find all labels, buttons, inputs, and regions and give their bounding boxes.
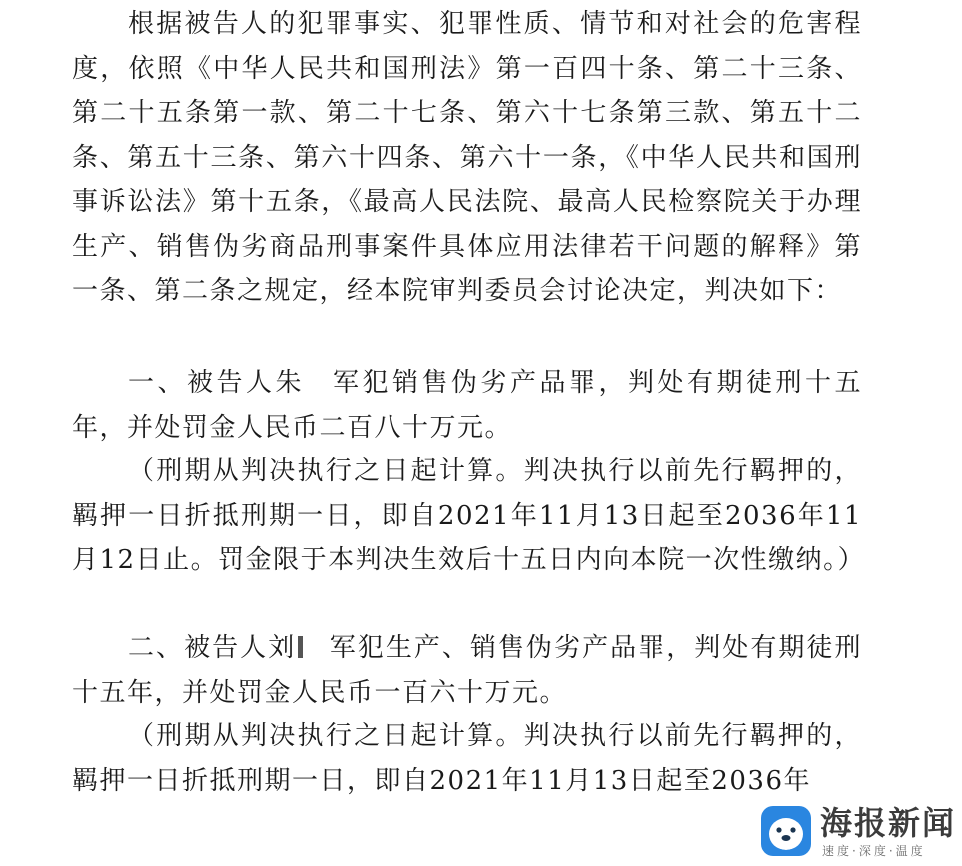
sentence-term-note-one: （刑期从判决执行之日起计算。判决执行以前先行羁押的，羁押一日折抵刑期一日，即自2021年11月13日起至2036年11月12日止。罚金限于本判决生效后十五日内向本院一次性缴纳。） — [72, 456, 866, 575]
verdict-item-one-body: 军犯销售伪劣产品罪，判处有期徒刑十五年，并处罚金人民币二百八十万元。 — [72, 368, 862, 443]
watermark-title: 海报新闻 — [820, 804, 957, 842]
verdict-item-two — [72, 626, 862, 715]
verdict-item-two-body: 军犯生产、销售伪劣产品罪，判处有期徒刑十五年，并处罚金人民币一百六十万元。 — [72, 633, 862, 708]
seal-mascot-icon — [760, 805, 812, 857]
watermark-slogan: 速度·深度·温度 — [822, 844, 926, 858]
verdict-item-one-lead: 一、被告人朱 — [128, 368, 305, 398]
verdict-basis-paragraph: 根据被告人的犯罪事实、犯罪性质、情节和对社会的危害程度，依照《中华人民共和国刑法》第一百四十条、第二十三条、第二十五条第一款、第二十七条、第六十七条第三款、第五十二条、第五十三条、第六十四条、第六十一条，《中华人民共和国刑事诉讼法》第十五条，《最高人民法院、最高人民检察院关于办理生产、销售伪劣商品刑事案件具体应用法律若干问题的解释》第一条、第二条之规定，经本院审判委员会讨论决定，判决如下： — [72, 9, 862, 306]
news-watermark — [760, 803, 960, 863]
text-cursor-mark — [298, 636, 303, 658]
sentence-term-note-two: （刑期从判决执行之日起计算。判决执行以前先行羁押的，羁押一日折抵刑期一日，即自2021年11月13日起至2036年 — [72, 721, 862, 796]
verdict-item-one — [72, 361, 862, 450]
verdict-item-two-lead: 二、被告人刘 — [128, 633, 297, 663]
